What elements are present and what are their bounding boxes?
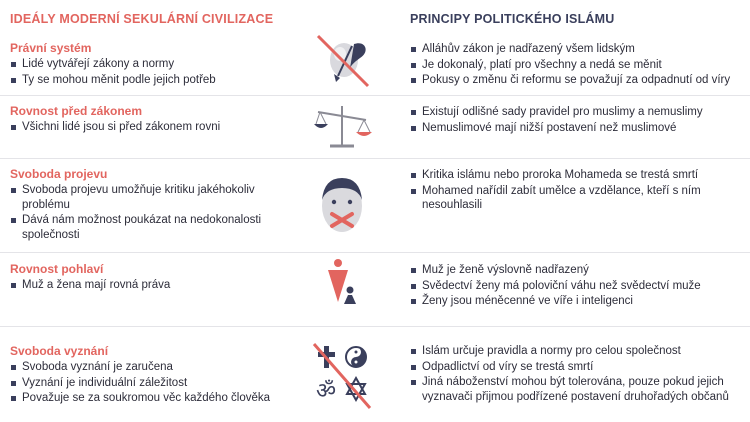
list-item: Považuje se za soukromou věc každého člověka [10,391,300,406]
list-item: Svoboda vyznání je zaručena [10,360,300,375]
row-religion-right [410,344,745,405]
section-title: Rovnost před zákonem [10,104,143,118]
list-item: Muž je ženě výslovně nadřazený [410,263,745,278]
section-title: Svoboda projevu [10,167,108,181]
list-item: Pokusy o změnu či reformu se považují za odpadnutí od víry [410,73,745,88]
list-item: Je dokonalý, platí pro všechny a nedá se měnit [410,58,745,73]
left-column-header: IDEÁLY MODERNÍ SEKULÁRNÍ CIVILIZACE [10,12,274,26]
row-gender-right [410,263,745,310]
row-speech-right [410,168,745,214]
row-gender-left [10,262,300,294]
list-item: Svoboda projevu umožňuje kritiku jakéhokoliv problému [10,183,300,212]
list-item: Ty se mohou měnit podle jejich potřeb [10,73,300,88]
row-divider [0,326,750,327]
list-item: Nemuslimové mají nižší postavení než muslimové [410,121,745,136]
list-item: Odpadlictví od víry se trestá smrtí [410,360,745,375]
row-speech-left [10,167,300,243]
row-law-equality-right [410,105,745,136]
list-item: Vyznání je individuální záležitost [10,376,300,391]
crossed-quill-icon [310,30,374,94]
gagged-face-icon [310,170,374,234]
list-item: Svědectví ženy má poloviční váhu než svědectví muže [410,279,745,294]
row-legal-right [410,42,745,89]
list-item: Mohamed nařídil zabít umělce a vzdělance, kteří s ním nesouhlasili [410,184,745,213]
list-item: Alláhův zákon je nadřazený všem lidským [410,42,745,57]
gender-inequality-icon [310,256,374,320]
list-item: Jiná náboženství mohou být tolerována, pouze pokud jejich vyznavači přijmou podřízené postavení druhořadých občanů [410,375,745,404]
list-item: Dává nám možnost poukázat na nedokonalosti společnosti [10,213,300,242]
list-item: Všichni lidé jsou si před zákonem rovni [10,120,300,135]
list-item: Lidé vytvářejí zákony a normy [10,57,300,72]
row-divider [0,252,750,253]
section-title: Rovnost pohlaví [10,262,104,276]
list-item: Ženy jsou méněcenné ve víře i inteligenci [410,294,745,309]
section-title: Právní systém [10,41,92,55]
row-law-equality-left [10,104,300,136]
row-religion-left [10,344,300,407]
section-title: Svoboda vyznání [10,344,109,358]
row-divider [0,158,750,159]
list-item: Kritika islámu nebo proroka Mohameda se trestá smrtí [410,168,745,183]
row-divider [0,95,750,96]
svg-text:ॐ: ॐ [316,379,337,404]
row-legal-left [10,41,300,88]
list-item: Existují odlišné sady pravidel pro muslimy a nemuslimy [410,105,745,120]
list-item: Islám určuje pravidla a normy pro celou společnost [410,344,745,359]
list-item: Muž a žena mají rovná práva [10,278,300,293]
crossed-religions-icon [310,340,374,412]
right-column-header: PRINCIPY POLITICKÉHO ISLÁMU [410,12,615,26]
unbalanced-scale-icon [310,100,374,164]
